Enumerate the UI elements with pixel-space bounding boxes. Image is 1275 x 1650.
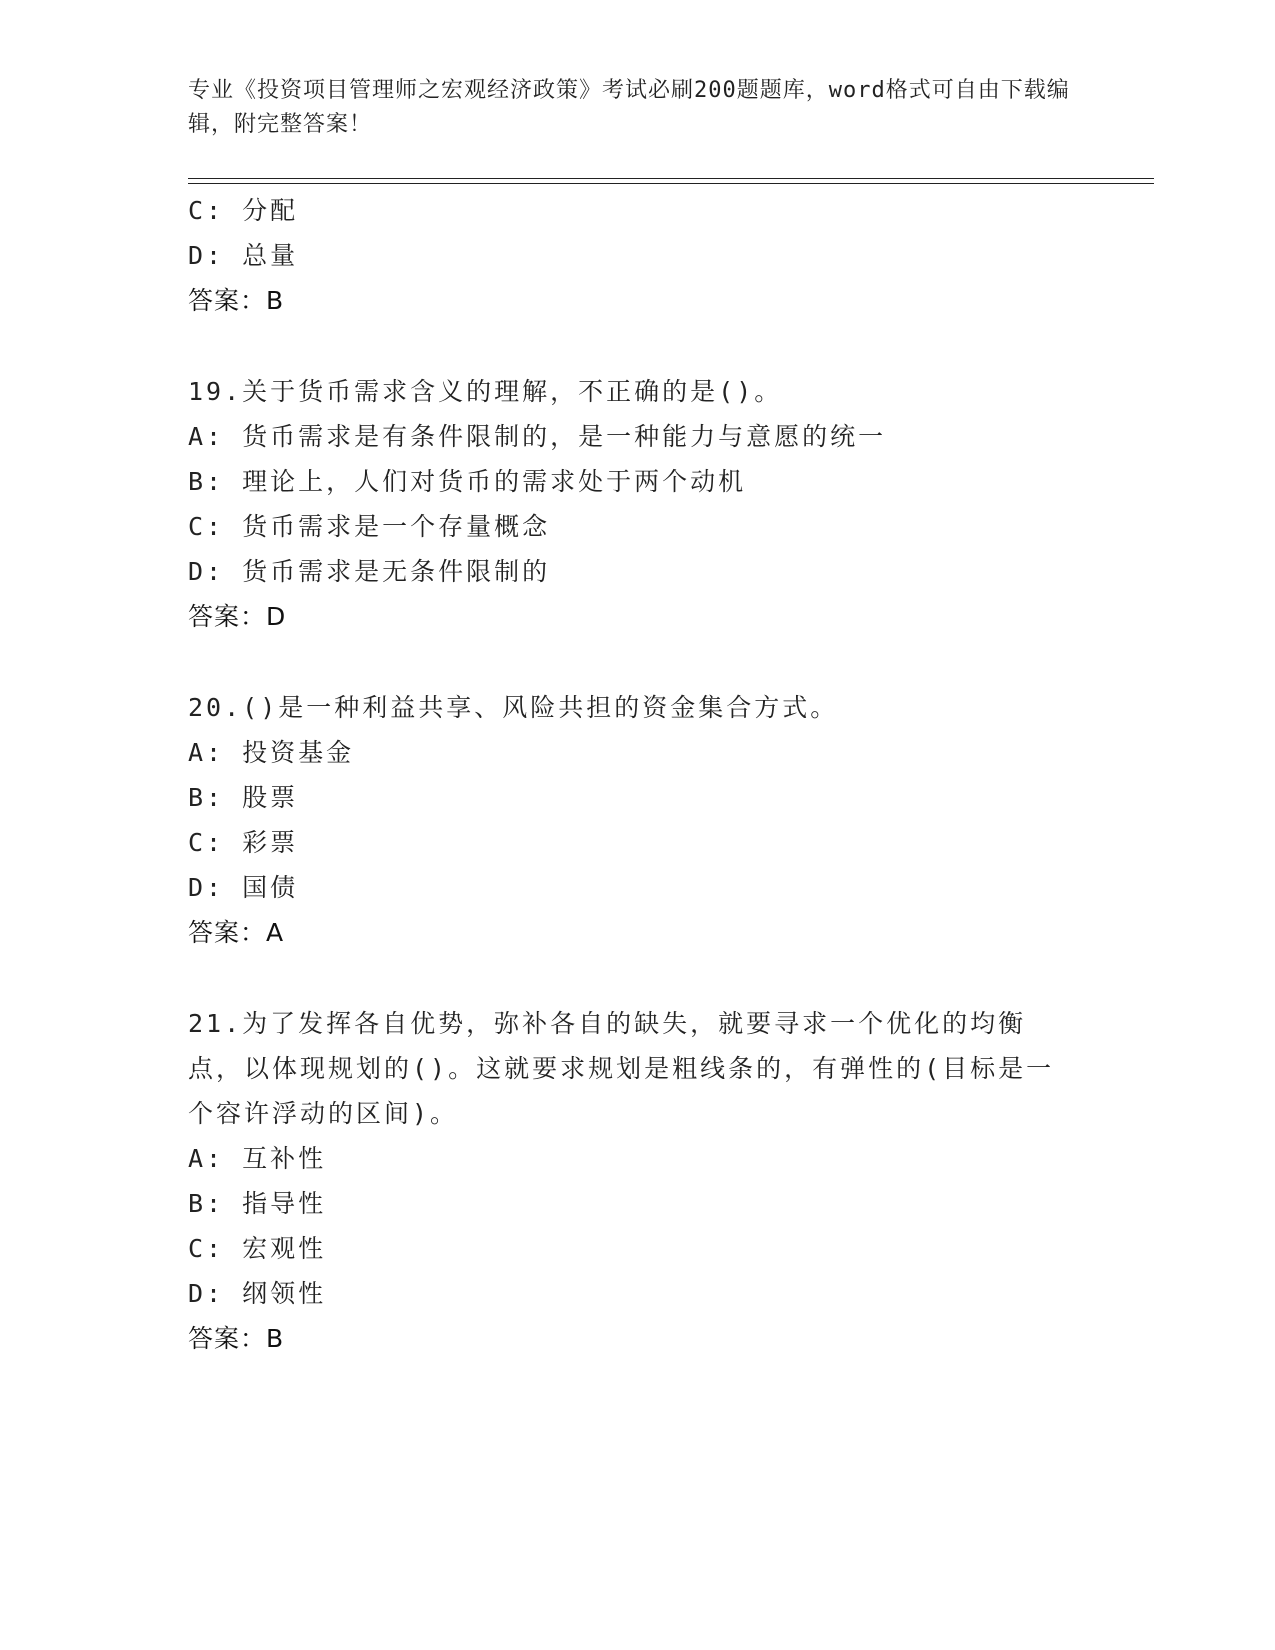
question-list <box>188 188 1088 1361</box>
answer: 答案：B <box>188 286 285 315</box>
answer: 答案：D <box>188 602 287 631</box>
option-c: C: 货币需求是一个存量概念 <box>188 512 551 541</box>
question-21 <box>188 1001 1088 1361</box>
option-d: D: 总量 <box>188 241 299 270</box>
question-stem: 21.为了发挥各自优势，弥补各自的缺失，就要寻求一个优化的均衡点，以体现规划的()。这就要求规划是粗线条的，有弹性的(目标是一个容许浮动的区间)。 <box>188 1009 1055 1128</box>
answer: 答案：B <box>188 1324 285 1353</box>
page-header <box>188 74 1088 142</box>
question-20 <box>188 685 1088 955</box>
option-c: C: 宏观性 <box>188 1234 327 1263</box>
question-stem: 19.关于货币需求含义的理解，不正确的是()。 <box>188 377 783 406</box>
question-18-tail <box>188 188 1088 323</box>
option-a: A: 互补性 <box>188 1144 327 1173</box>
header-rule-top <box>188 178 1154 179</box>
option-b: B: 理论上，人们对货币的需求处于两个动机 <box>188 467 747 496</box>
option-c: C: 彩票 <box>188 828 299 857</box>
option-a: A: 货币需求是有条件限制的，是一种能力与意愿的统一 <box>188 422 887 451</box>
option-d: D: 货币需求是无条件限制的 <box>188 557 551 586</box>
option-b: B: 指导性 <box>188 1189 327 1218</box>
question-stem: 20.()是一种利益共享、风险共担的资金集合方式。 <box>188 693 839 722</box>
answer: 答案：A <box>188 918 285 947</box>
option-d: D: 国债 <box>188 873 299 902</box>
option-c: C: 分配 <box>188 196 299 225</box>
option-a: A: 投资基金 <box>188 738 355 767</box>
header-title: 专业《投资项目管理师之宏观经济政策》考试必刷200题题库，word格式可自由下载编辑，附完整答案！ <box>188 78 1070 137</box>
question-19 <box>188 369 1088 639</box>
header-rule-bottom <box>188 183 1154 184</box>
option-b: B: 股票 <box>188 783 299 812</box>
option-d: D: 纲领性 <box>188 1279 327 1308</box>
